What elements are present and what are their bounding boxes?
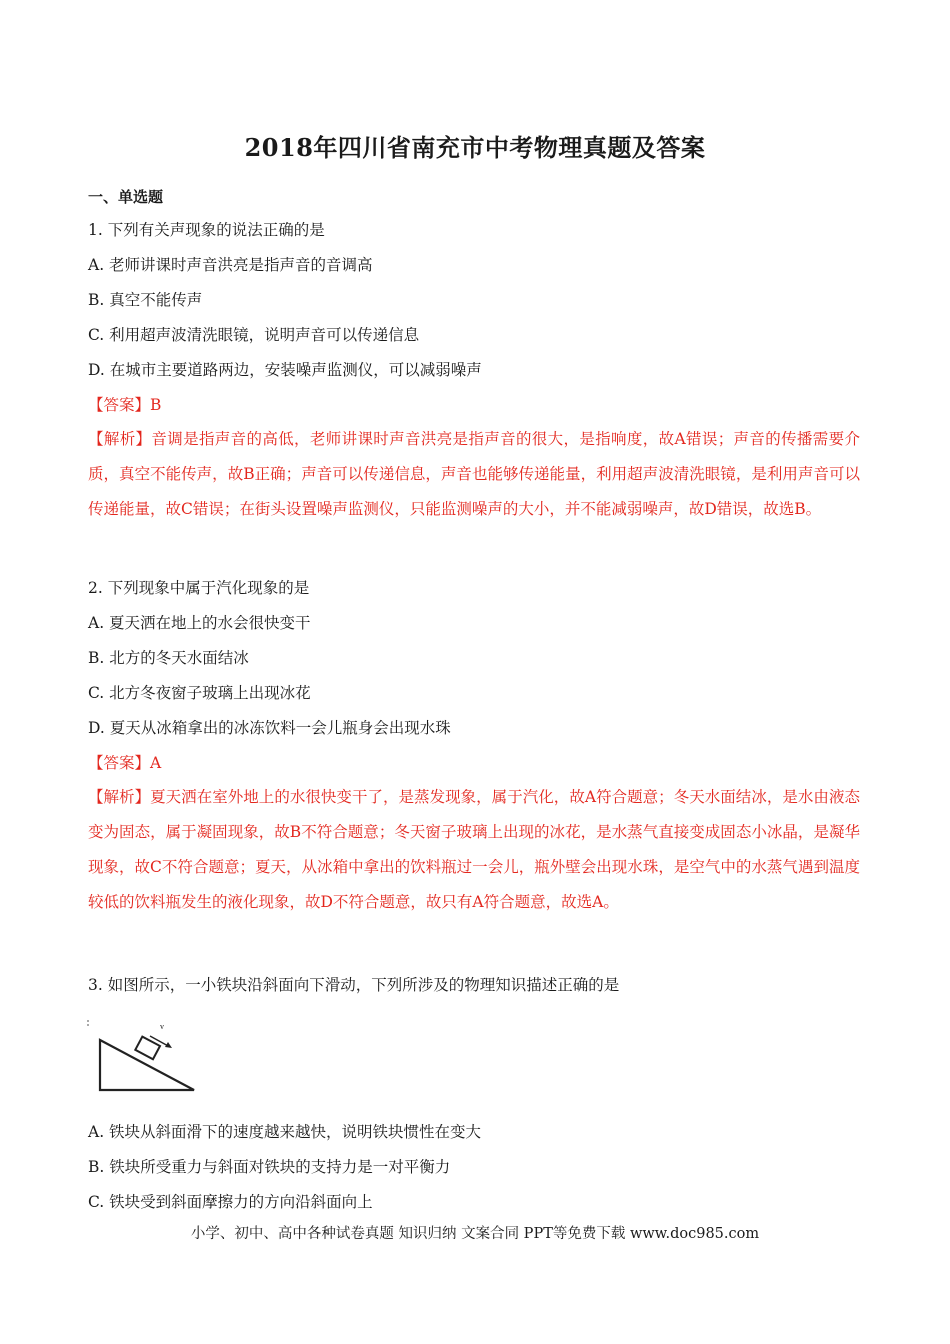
question-2-analysis: [88, 780, 860, 920]
section-heading: 一、单选题: [88, 188, 164, 206]
question-2-option-d: D. 夏天从冰箱拿出的冰冻饮料一会儿瓶身会出现水珠: [88, 719, 451, 737]
question-1-option-d: D. 在城市主要道路两边，安装噪声监测仪，可以减弱噪声: [88, 361, 482, 379]
question-2-option-a: A. 夏天洒在地上的水会很快变干: [88, 614, 311, 632]
question-3-option-a: A. 铁块从斜面滑下的速度越来越快，说明铁块惯性在变大: [88, 1123, 482, 1141]
question-1-option-c: C. 利用超声波清洗眼镜，说明声音可以传递信息: [88, 326, 420, 344]
question-3-option-c: C. 铁块受到斜面摩擦力的方向沿斜面向上: [88, 1193, 373, 1211]
page-title: 2018年四川省南充市中考物理真题及答案: [244, 133, 706, 162]
analysis-text: 夏天洒在室外地上的水很快变干了，是蒸发现象，属于汽化，故A符合题意；冬天水面结冰，是水由液态变为固态，属于凝固现象，故B不符合题意；冬天窗子玻璃上出现的冰花，是水蒸气直接变成固态小冰晶，是凝华现象，故C不符合题意；夏天，从冰箱中拿出的饮料瓶过一会儿，瓶外壁会出现水珠，是空气中的水蒸气遇到温度较低的饮料瓶发生的液化现象，故D不符合题意，故只有A符合题意，故选A。: [88, 788, 860, 911]
question-2-stem: 2. 下列现象中属于汽化现象的是: [88, 579, 310, 597]
velocity-label: v: [160, 1022, 164, 1031]
question-2-option-c: C. 北方冬夜窗子玻璃上出现冰花: [88, 684, 311, 702]
incline-figure: [86, 1018, 196, 1094]
question-3-stem: 3. 如图所示，一小铁块沿斜面向下滑动，下列所涉及的物理知识描述正确的是: [88, 976, 620, 994]
analysis-label: 【解析】: [88, 788, 151, 806]
question-3-option-b: B. 铁块所受重力与斜面对铁块的支持力是一对平衡力: [88, 1158, 451, 1176]
question-2-option-b: B. 北方的冬天水面结冰: [88, 649, 249, 667]
question-2-answer: 【答案】A: [88, 754, 162, 772]
question-1-answer: 【答案】B: [88, 396, 162, 414]
question-1-option-a: A. 老师讲课时声音洪亮是指声音的音调高: [88, 256, 373, 274]
analysis-label: 【解析】: [88, 430, 152, 448]
page-footer: 小学、初中、高中各种试卷真题 知识归纳 文案合同 PPT等免费下载 www.doc985.com: [190, 1226, 760, 1242]
question-1-option-b: B. 真空不能传声: [88, 291, 203, 309]
analysis-text: 音调是指声音的高低，老师讲课时声音洪亮是指声音的很大，是指响度，故A错误；声音的传播需要介质，真空不能传声，故B正确；声音可以传递信息，声音也能够传递能量，利用超声波清洗眼镜，是利用声音可以传递能量，故C错误；在街头设置噪声监测仪，只能监测噪声的大小，并不能减弱噪声，故D错误，故选B。: [88, 430, 860, 518]
question-1-analysis: [88, 422, 860, 527]
question-1-stem: 1. 下列有关声现象的说法正确的是: [88, 221, 325, 239]
